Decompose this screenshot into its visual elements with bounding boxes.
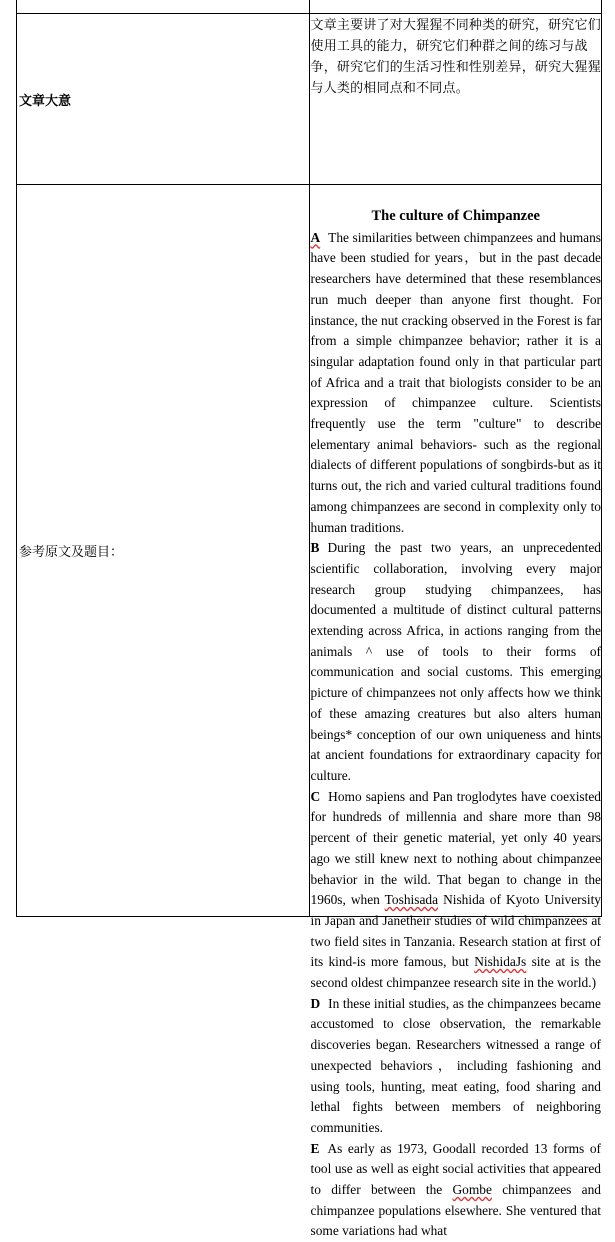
- table-row-summary: [17, 14, 602, 185]
- summary-cell: [309, 14, 602, 185]
- table-cell-empty-right: [309, 0, 602, 14]
- paragraph-letter: D: [310, 995, 321, 1011]
- paragraph-text: site at is the second oldest chimpanzee research site in the world.): [310, 954, 601, 991]
- table-row-top: [17, 0, 602, 14]
- misspelled-word: Toshisada: [384, 892, 439, 908]
- article: [310, 185, 602, 1242]
- paragraph-c: [311, 787, 602, 994]
- info-table: [16, 0, 602, 1239]
- paragraph-text: During the past two years, an unprecedented scientific collaboration, involving every major research group studying chimpanzees, has documented a multitude of distinct cultural patterns extending across Africa, in actions ranging from the animals ^ use of tools to their forms of communication and social customs. This emerging picture of chimpanzees not only affects how we think of these amazing creatures but also alters human beings* conception of our own uniqueness and hints at ancient foundations for extraordinary capacity for culture.: [310, 540, 601, 783]
- paragraph-text: In these initial studies, as the chimpanzees became accustomed to close observation, the remarkable discoveries began. Researchers witnessed a range of unexpected behaviors，including fashioning and using tools, hunting, meat eating, food sharing and lethal fights between members of neighboring communities.: [310, 995, 601, 1135]
- table-cell-empty-left: [17, 0, 310, 14]
- paragraph-letter: C: [310, 788, 321, 804]
- summary-text: 文章主要讲了对大猩猩不同种类的研究，研究它们使用工具的能力，研究它们种群之间的练习与战争，研究它们的生活习性和性别差异，研究大猩猩与人类的相同点和不同点。: [310, 18, 601, 96]
- paragraph-letter: A: [310, 229, 321, 245]
- table-row-reference: [17, 185, 602, 917]
- paragraph-letter: B: [310, 540, 320, 556]
- summary-label: 文章大意: [17, 14, 310, 185]
- paragraph-letter: E: [310, 1140, 320, 1156]
- reference-label: 参考原文及题目：: [17, 185, 310, 917]
- paragraph-a: [311, 228, 602, 539]
- paragraph-text: As early as 1973, Goodall recorded 13 forms of tool use as well as eight social activities that appeared to differ between the: [310, 1140, 601, 1198]
- reference-box: [310, 185, 602, 1239]
- article-title: The culture of Chimpanzee: [371, 208, 540, 224]
- misspelled-word: NishidaJs: [474, 954, 527, 970]
- paragraph-d: [311, 994, 602, 1139]
- misspelled-word: Gombe: [452, 1182, 492, 1198]
- paragraph-e: [311, 1139, 602, 1242]
- reference-cell: [309, 185, 602, 1239]
- paragraph-b: [311, 538, 602, 786]
- paragraph-text: chimpanzees and chimpanzee populations elsewhere. She ventured that some variations had what: [310, 1182, 601, 1239]
- paragraph-text: Homo sapiens and Pan troglodytes have coexisted for hundreds of millennia and share more than 98 percent of their genetic material, yet only 40 years ago we still knew next to nothing about chimpanzee behavior in the wild. That began to change in the 1960s, when: [310, 788, 601, 908]
- paragraph-text: The similarities between chimpanzees and humans have been studied for years，but in the past decade researchers have determined that these resemblances run much deeper than anyone first thought. For instance, the nut cracking observed in the Forest is far from a simple chimpanzee behavior; rather it is a singular adaptation found only in that particular part of Africa and a trait that biologists consider to be an expression of chimpanzee culture. Scientists frequently use the term "culture" to describe elementary animal behaviors- such as the regional dialects of different populations of songbirds-but as it turns out, the rich and varied cultural traditions found among chimpanzees are second in complexity only to human traditions.: [310, 229, 601, 535]
- paragraph-text: Nishida of Kyoto University in Japan and Janetheir studies of wild chimpanzees at two field sites in Tanzania. Research station at first of its kind-is more famous, but: [310, 892, 601, 970]
